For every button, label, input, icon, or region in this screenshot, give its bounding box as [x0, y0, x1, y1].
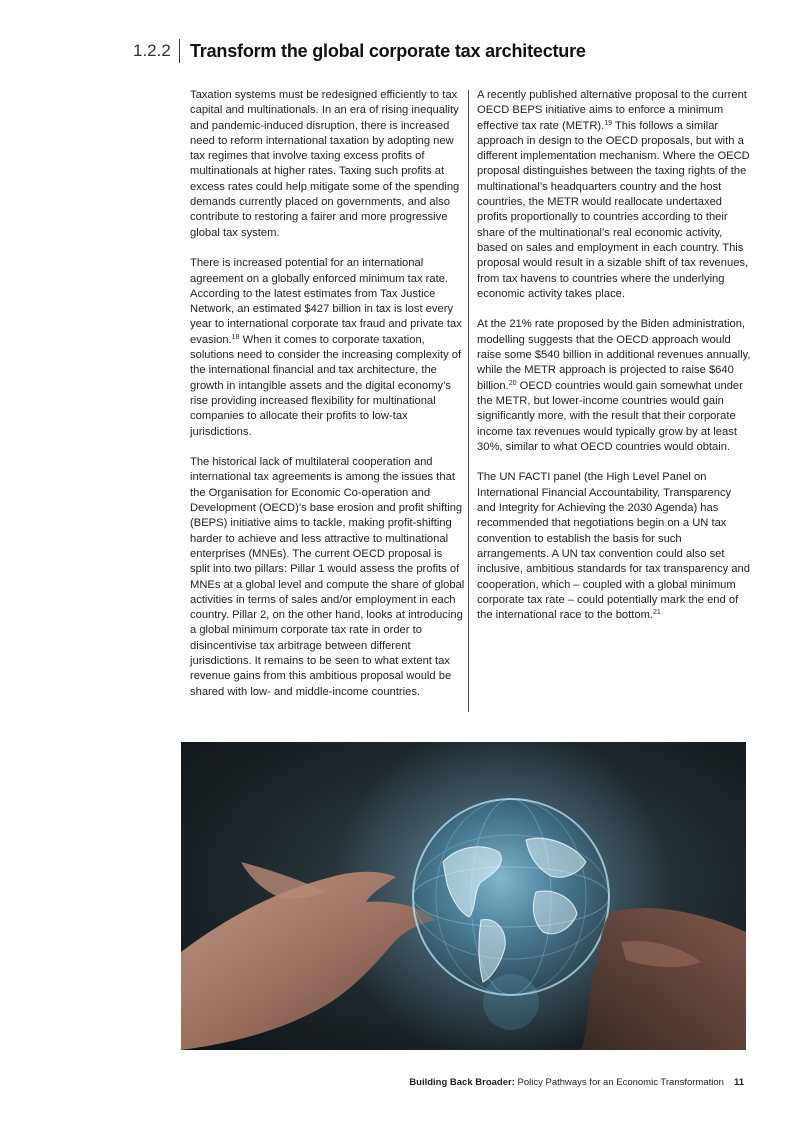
hands-globe-photo — [181, 742, 746, 1050]
paragraph-text: The historical lack of multilateral cooperation and international tax agreements is among the issues that the Organisation for Economic Co-operation and Development (OECD)’s base erosion and profit shifting (BEPS) initiative aims to tackle, making profit-shifting harder to achieve and less attractive to multinational enterprises (MNEs). The current OECD proposal is split into two pillars: Pillar 1 would assess the profits of MNEs at a global level and compute the share of global activities in terms of sales and/or employment in each country. Pillar 2, on the other hand, looks at introducing a global minimum corporate tax rate in order to disincentivise tax arbitrage between different jurisdictions. It remains to be seen to what extent tax revenue gains from this ambitious proposal would be shared with low- and middle-income countries. — [190, 456, 465, 698]
paragraph — [477, 88, 752, 302]
page-footer — [409, 1077, 744, 1088]
section-heading — [133, 38, 586, 64]
page-number: 11 — [733, 1077, 744, 1088]
paragraph-text: When it comes to corporate taxation, solutions need to consider the increasing complexity of the international financial and tax architecture, the growth in intangible assets and the digital economy’s rise providing increased flexibility for multinational companies to allocate their profits to low-tax jurisdictions. — [190, 333, 462, 438]
footer-title-bold: Building Back Broader: — [409, 1077, 515, 1088]
footer-title: Policy Pathways for an Economic Transformation — [514, 1077, 724, 1088]
paragraph-text: A recently published alternative proposal to the current OECD BEPS initiative aims to enforce a minimum effective tax rate (METR). — [477, 89, 747, 132]
paragraph-text: OECD countries would gain somewhat under the METR, but lower-income countries would gain significantly more, with the result that their corporate income tax revenues would typically grow by at least 30%, similar to what OECD countries would obtain. — [477, 379, 743, 453]
right-text-column — [477, 88, 752, 639]
column-divider — [468, 90, 469, 712]
paragraph — [477, 317, 752, 455]
footnote-ref[interactable]: 21 — [653, 609, 661, 617]
left-text-column — [190, 88, 465, 715]
paragraph-text: At the 21% rate proposed by the Biden administration, modelling suggests that the OECD approach would raise some $540 billion in additional revenues annually, while the METR approach is projected to raise $640 billion. — [477, 318, 751, 392]
paragraph — [477, 470, 752, 623]
footnote-ref[interactable]: 19 — [604, 119, 613, 127]
paragraph-text: The UN FACTI panel (the High Level Panel on International Financial Accountability, Transparency and Integrity for Achieving the 2030 Agenda) has recommended that negotiations begin on a UN tax convention to establish the basis for such arrangements. A UN tax convention could also set inclusive, ambitious standards for tax transparency and cooperation, which – coupled with a global minimum corporate tax rate – could potentially mark the end of the international race to the bottom. — [477, 471, 750, 622]
paragraph — [190, 256, 465, 440]
footnote-ref[interactable]: 20 — [508, 379, 517, 387]
paragraph-text: This follows a similar approach in design to the OECD proposals, but with a different implementation mechanism. Where the OECD proposal distinguishes between the taxing rights of the multinational’s headquarters country and the host countries, the METR would reallocate undertaxed profits proportionally to countries according to their share of the multinational’s real economic activity, based on sales and employment in each country. This proposal would result in a sizable shift of tax revenues, from tax havens to countries where the underlying economic activity takes place. — [477, 119, 750, 300]
paragraph — [190, 88, 465, 241]
paragraph-text: Taxation systems must be redesigned efficiently to tax capital and multinationals. In an era of rising inequality and pandemic-induced disruption, there is increased need to reform international taxation by adopting new tax regimes that involve taxing excess profits of multinationals at higher rates. Taxing such profits at excess rates could help mitigate some of the spending demands currently placed on governments, and also contribute to restoring a fairer and more progressive global tax system. — [190, 89, 460, 239]
footnote-ref[interactable]: 18 — [231, 333, 240, 341]
paragraph — [190, 455, 465, 700]
globe-illustration — [181, 742, 746, 1050]
paragraph-text: There is increased potential for an international agreement on a globally enforced minimum tax rate. According to the latest estimates from Tax Justice Network, an estimated $427 billion in tax is lost every year to international corporate tax fraud and private tax evasion. — [190, 257, 462, 346]
heading-divider — [179, 39, 180, 63]
section-number: 1.2.2 — [133, 41, 171, 60]
section-title: Transform the global corporate tax architecture — [190, 40, 586, 61]
